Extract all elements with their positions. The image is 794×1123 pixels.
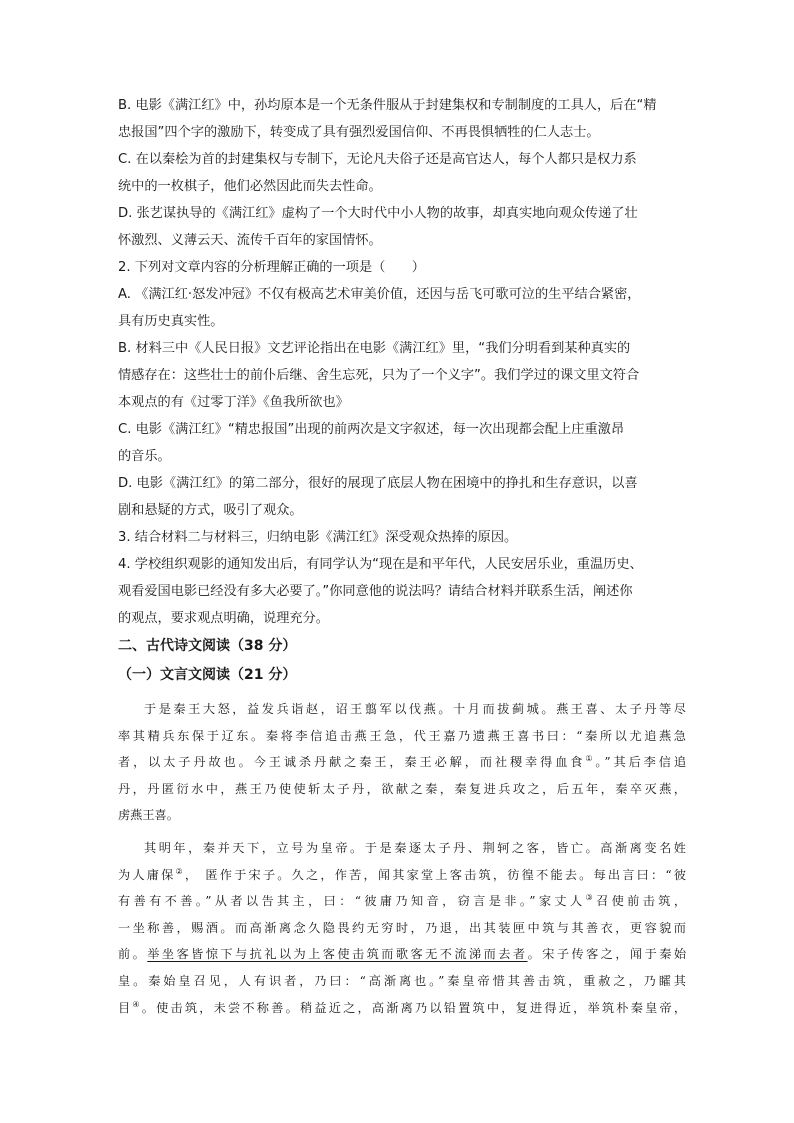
passage-p1-line-1: 于是秦王大怒，益发兵诣赵，诏王翦军以伐燕。十月而拔蓟城。燕王喜、太子丹等尽 (144, 702, 686, 716)
option-1b-line-2: 忠报国”四个字的激励下，转变成了具有强烈爱国信仰、不再畏惧牺牲的仁人志士。 (118, 125, 600, 140)
option-1c-line-1: C. 在以秦桧为首的封建集权与专制下，无论凡夫俗子还是高官达人，每个人都只是权力系 (118, 152, 637, 167)
passage-p1-line-3: 者，以太子丹故也。今王诚杀丹献之秦王，秦王必解，而社稷幸得血食①。”其后李信追 (118, 754, 686, 770)
option-2b-line-1: B. 材料三中《人民日报》文艺评论指出在电影《满江红》里，“我们分明看到某种真实的 (118, 341, 631, 356)
option-1d-line-2: 怀激烈、义薄云天、流传千百年的家国情怀。 (118, 233, 382, 248)
question-2-stem: 2. 下列对文章内容的分析理解正确的一项是（ ） (118, 260, 425, 275)
passage-p1-line-2: 率其精兵东保于辽东。秦将李信追击燕王急，代王嘉乃遗燕王喜书曰：“秦所以尤追燕急 (118, 728, 686, 743)
question-3: 3. 结合材料二与材料三，归纳电影《满江红》深受观众热捧的原因。 (118, 530, 518, 545)
option-1d-line-1: D. 张艺谋执导的《满江红》虚构了一个大时代中小人物的故事，却真实地向观众传递了壮 (118, 206, 638, 221)
passage-p1-line-5: 虏燕王喜。 (118, 808, 179, 823)
option-1b-line-1: B. 电影《满江红》中，孙均原本是一个无条件服从于封建集权和专制制度的工具人，后在“精 (118, 98, 657, 113)
option-1c-line-2: 统中的一枚棋子，他们必然因此而失去性命。 (118, 179, 382, 194)
passage-p2-line-4: 一坐称善，赐酒。而高渐离念久隐畏约无穷时，乃退，出其装匣中筑与其善衣，更容貌而 (118, 920, 686, 935)
option-2b-line-3: 本观点的有《过零丁洋》《鱼我所欲也》 (118, 395, 349, 410)
page-content (118, 92, 686, 1021)
question-4 (118, 551, 686, 632)
underlined-sentence: 举坐客皆惊下与抗礼以为上客使击筑而歌客无不流涕而去者 (147, 947, 528, 962)
option-2c-line-2: 的音乐。 (118, 449, 171, 464)
passage-p2-line-2: 为人庸保②， 匿作于宋子。久之，作苦，闻其家堂上客击筑，彷徨不能去。每出言曰：“彼 (118, 866, 686, 882)
question-4-line-1: 4. 学校组织观影的通知发出后，有同学认为“现在是和平年代，人民安居乐业，重温历史、 (118, 557, 643, 572)
question-1-options (118, 92, 686, 254)
option-2a-line-2: 具有历史真实性。 (118, 314, 224, 329)
passage-p2-line-7: 目④。使击筑，未尝不称善。稍益近之，高渐离乃以铅置筑中，复进得近，举筑朴秦皇帝， (118, 999, 686, 1015)
classical-passage (118, 696, 686, 1021)
option-2a-line-1: A. 《满江红·怒发冲冠》不仅有极高艺术审美价值，还因与岳飞可歌可泣的生平结合紧密， (118, 287, 641, 302)
footnote-mark-3: ③ (585, 893, 597, 903)
option-2b-line-2: 情感存在：这些壮士的前仆后继、舍生忘死，只为了一个义字”。我们学过的课文里文符合 (118, 368, 640, 383)
subsection-title: （一）文言文阅读（21 分） (118, 667, 297, 683)
passage-p2-line-6: 皇。秦始皇召见，人有识者，乃曰：“高渐离也。”秦皇帝惜其善击筑，重赦之，乃矐其 (118, 973, 686, 988)
option-2d-line-1: D. 电影《满江红》的第二部分，很好的展现了底层人物在困境中的挣扎和生存意识，以喜 (118, 476, 638, 491)
footnote-mark-1: ① (585, 754, 596, 764)
passage-p2-line-1: 其明年，秦并天下，立号为皇帝。于是秦逐太子丹、荆轲之客，皆亡。高渐离变名姓 (144, 840, 686, 855)
footnote-mark-4: ④ (132, 999, 142, 1009)
footnote-mark-2: ② (175, 866, 185, 876)
passage-p2-line-5: 前。举坐客皆惊下与抗礼以为上客使击筑而歌客无不流涕而去者。宋子传客之，闻于秦始 (118, 947, 686, 962)
passage-p1-line-4: 丹，丹匿衍水中，燕王乃使使斩太子丹，欲献之秦，秦复进兵攻之，后五年，秦卒灭燕， (118, 781, 686, 796)
option-2d-line-2: 剧和悬疑的方式，吸引了观众。 (118, 503, 303, 518)
section-title: 二、古代诗文阅读（38 分） (118, 638, 297, 654)
question-4-line-3: 的观点，要求观点明确，说理充分。 (118, 611, 329, 626)
option-2c-line-1: C. 电影《满江红》“精忠报国”出现的前两次是文字叙述，每一次出现都会配上庄重激昂 (118, 422, 625, 437)
question-2 (118, 254, 686, 524)
passage-p2-line-3: 有善有不善。”从者以告其主，曰：“彼庸乃知音，窃言是非。”家丈人③召使前击筑， (118, 893, 686, 909)
question-4-line-2: 观看爱国电影已经没有多大必要了。”你同意他的说法吗？请结合材料并联系生活，阐述你 (118, 584, 633, 599)
